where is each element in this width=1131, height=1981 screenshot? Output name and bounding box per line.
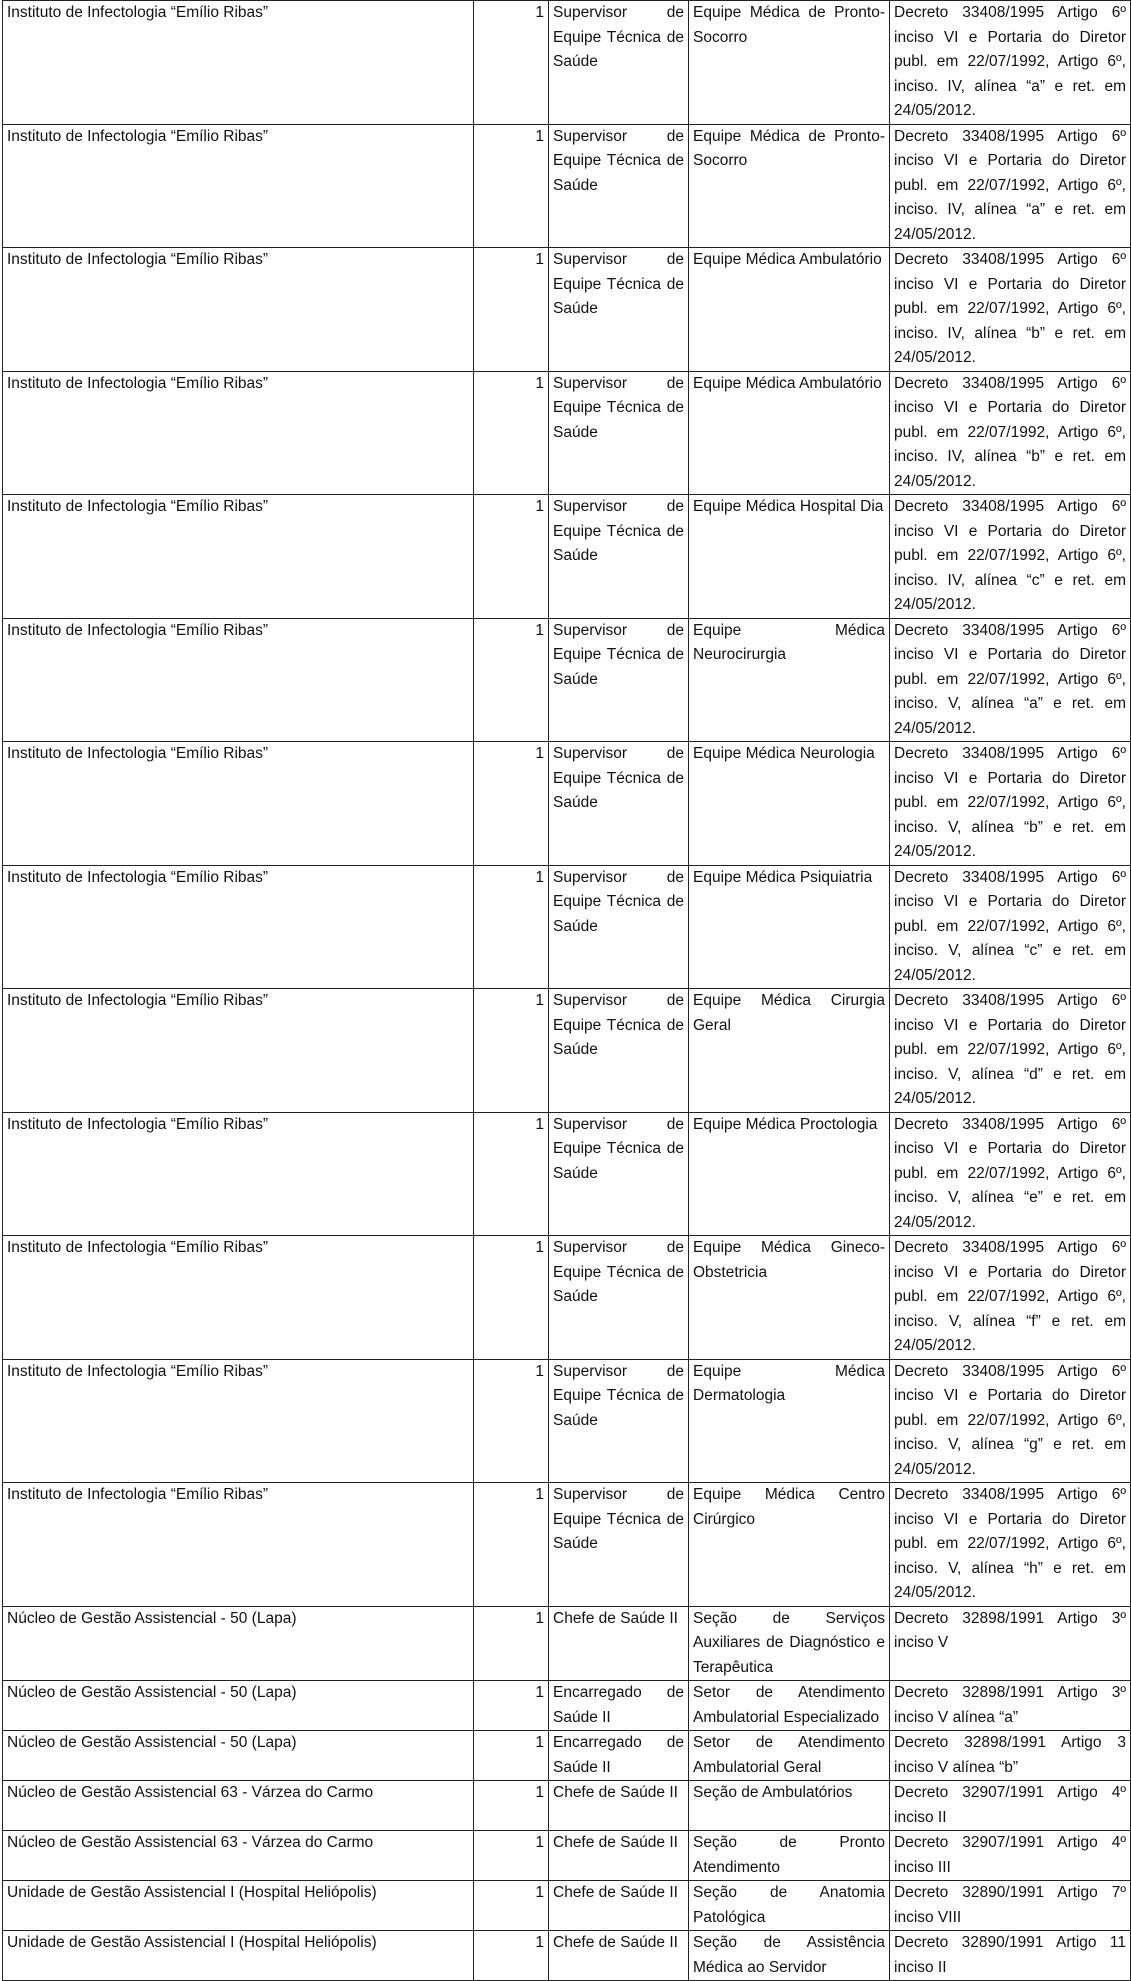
organization-text: Instituto de Infectologia “Emílio Ribas” — [7, 1239, 269, 1256]
position-title-cell — [549, 1881, 689, 1931]
legal-basis-text: Decreto 33408/1995 Artigo 6º inciso VI e Portaria do Diretor publ. em 22/07/1992, Artigo 6º, inciso. IV, alínea “a” e ret. em 24/05/2012. — [894, 127, 1126, 243]
unit-text: Equipe Médica Gineco-Obstetricia — [693, 1239, 885, 1281]
legal-basis-cell — [890, 989, 1131, 1113]
position-title-text: Supervisor de Equipe Técnica de Saúde — [553, 1362, 684, 1429]
table-row — [3, 495, 1131, 619]
legal-basis-text: Decreto 33408/1995 Artigo 6º inciso VI e Portaria do Diretor publ. em 22/07/1992, Artigo 6º, inciso. V, alínea “e” e ret. em 24/05/2012. — [894, 1115, 1126, 1231]
unit-text: Equipe Médica Proctologia — [693, 1115, 878, 1133]
unit-cell — [689, 1236, 890, 1360]
organization-cell — [3, 1112, 474, 1236]
legal-basis-text: Decreto 33408/1995 Artigo 6º inciso VI e Portaria do Diretor publ. em 22/07/1992, Artigo 6º, inciso. V, alínea “a” e ret. em 24/05/2012. — [894, 621, 1126, 737]
position-title-text: Supervisor de Equipe Técnica de Saúde — [553, 621, 684, 688]
organization-text: Núcleo de Gestão Assistencial - 50 (Lapa) — [7, 1734, 297, 1751]
table-row — [3, 1731, 1131, 1781]
legal-basis-cell — [890, 1781, 1131, 1831]
organization-text: Núcleo de Gestão Assistencial 63 - Várzea do Carmo — [7, 1834, 374, 1851]
position-title-cell — [549, 1731, 689, 1781]
quantity-cell — [474, 1359, 549, 1483]
position-title-cell — [549, 1781, 689, 1831]
quantity-text: 1 — [535, 4, 544, 21]
organization-text: Instituto de Infectologia “Emílio Ribas” — [7, 868, 269, 886]
organization-cell — [3, 1681, 474, 1731]
organization-cell — [3, 742, 474, 866]
unit-cell — [689, 1359, 890, 1483]
organization-cell — [3, 618, 474, 742]
position-title-cell — [549, 495, 689, 619]
quantity-cell — [474, 1881, 549, 1931]
position-title-text: Supervisor de Equipe Técnica de Saúde — [553, 374, 684, 441]
legal-basis-text: Decreto 32907/1991 Artigo 4º inciso III — [894, 1834, 1126, 1876]
quantity-cell — [474, 1236, 549, 1360]
quantity-cell — [474, 1781, 549, 1831]
quantity-text: 1 — [535, 1486, 544, 1503]
unit-cell — [689, 248, 890, 372]
positions-table — [2, 0, 1131, 1981]
quantity-cell — [474, 865, 549, 989]
table-row — [3, 124, 1131, 248]
quantity-text: 1 — [535, 498, 544, 515]
organization-text: Instituto de Infectologia “Emílio Ribas” — [7, 621, 269, 639]
quantity-cell — [474, 1731, 549, 1781]
organization-cell — [3, 1606, 474, 1681]
table-row — [3, 1359, 1131, 1483]
unit-text: Equipe Médica Dermatologia — [693, 1362, 885, 1404]
organization-text: Núcleo de Gestão Assistencial - 50 (Lapa) — [7, 1609, 297, 1627]
quantity-text: 1 — [535, 868, 544, 886]
organization-cell — [3, 1236, 474, 1360]
legal-basis-text: Decreto 33408/1995 Artigo 6º inciso VI e Portaria do Diretor publ. em 22/07/1992, Artigo 6º, inciso. V, alínea “d” e ret. em 24/05/2012. — [894, 992, 1126, 1107]
position-title-text: Supervisor de Equipe Técnica de Saúde — [553, 4, 684, 70]
position-title-text: Supervisor de Equipe Técnica de Saúde — [553, 992, 684, 1058]
unit-text: Seção de Assistência Médica ao Servidor — [693, 1934, 885, 1976]
unit-cell — [689, 495, 890, 619]
table-body — [3, 1, 1131, 1981]
position-title-cell — [549, 248, 689, 372]
table-row — [3, 1236, 1131, 1360]
position-title-text: Supervisor de Equipe Técnica de Saúde — [553, 745, 684, 811]
quantity-cell — [474, 1, 549, 125]
legal-basis-cell — [890, 1831, 1131, 1881]
table-row — [3, 1, 1131, 125]
organization-text: Instituto de Infectologia “Emílio Ribas” — [7, 1486, 269, 1503]
legal-basis-text: Decreto 33408/1995 Artigo 6º inciso VI e Portaria do Diretor publ. em 22/07/1992, Artigo 6º, inciso. V, alínea “h” e ret. em 24/05/2012. — [894, 1486, 1126, 1601]
organization-text: Instituto de Infectologia “Emílio Ribas” — [7, 251, 269, 268]
legal-basis-cell — [890, 1236, 1131, 1360]
legal-basis-text: Decreto 33408/1995 Artigo 6º inciso VI e Portaria do Diretor publ. em 22/07/1992, Artigo 6º, inciso. IV, alínea “a” e ret. em 24/05/2012. — [894, 4, 1126, 119]
unit-text: Equipe Médica de Pronto-Socorro — [693, 4, 885, 46]
quantity-cell — [474, 1606, 549, 1681]
position-title-cell — [549, 1, 689, 125]
organization-cell — [3, 371, 474, 495]
quantity-cell — [474, 989, 549, 1113]
quantity-text: 1 — [535, 1884, 544, 1901]
legal-basis-text: Decreto 33408/1995 Artigo 6º inciso VI e Portaria do Diretor publ. em 22/07/1992, Artigo 6º, inciso. V, alínea “g” e ret. em 24/05/2012. — [894, 1362, 1126, 1478]
organization-cell — [3, 989, 474, 1113]
position-title-cell — [549, 1483, 689, 1607]
quantity-cell — [474, 1483, 549, 1607]
organization-cell — [3, 1781, 474, 1831]
position-title-cell — [549, 742, 689, 866]
organization-text: Instituto de Infectologia “Emílio Ribas” — [7, 4, 269, 21]
organization-cell — [3, 495, 474, 619]
position-title-cell — [549, 1681, 689, 1731]
quantity-text: 1 — [535, 127, 544, 145]
legal-basis-text: Decreto 33408/1995 Artigo 6º inciso VI e Portaria do Diretor publ. em 22/07/1992, Artigo 6º, inciso. IV, alínea “b” e ret. em 24/05/2012. — [894, 251, 1126, 366]
unit-text: Seção de Anatomia Patológica — [693, 1884, 885, 1926]
quantity-cell — [474, 495, 549, 619]
position-title-cell — [549, 1606, 689, 1681]
organization-cell — [3, 1831, 474, 1881]
unit-cell — [689, 1881, 890, 1931]
position-title-text: Chefe de Saúde II — [553, 1784, 678, 1801]
position-title-cell — [549, 989, 689, 1113]
legal-basis-cell — [890, 371, 1131, 495]
legal-basis-cell — [890, 1, 1131, 125]
organization-text: Núcleo de Gestão Assistencial - 50 (Lapa) — [7, 1684, 297, 1701]
position-title-text: Chefe de Saúde II — [553, 1834, 678, 1851]
position-title-text: Encarregado de Saúde II — [553, 1734, 684, 1776]
table-row — [3, 1112, 1131, 1236]
organization-text: Instituto de Infectologia “Emílio Ribas” — [7, 1362, 269, 1380]
unit-text: Equipe Médica Centro Cirúrgico — [693, 1486, 885, 1528]
legal-basis-text: Decreto 32898/1991 Artigo 3 inciso V alínea “b” — [894, 1734, 1126, 1776]
organization-text: Instituto de Infectologia “Emílio Ribas” — [7, 745, 269, 762]
position-title-text: Supervisor de Equipe Técnica de Saúde — [553, 1115, 684, 1182]
organization-text: Instituto de Infectologia “Emílio Ribas” — [7, 498, 269, 515]
unit-text: Setor de Atendimento Ambulatorial Especializado — [693, 1684, 885, 1726]
legal-basis-text: Decreto 33408/1995 Artigo 6º inciso VI e Portaria do Diretor publ. em 22/07/1992, Artigo 6º, inciso. V, alínea “f” e ret. em 24/05/2012. — [894, 1239, 1126, 1354]
unit-cell — [689, 1781, 890, 1831]
table-row — [3, 742, 1131, 866]
legal-basis-text: Decreto 32907/1991 Artigo 4º inciso II — [894, 1784, 1126, 1826]
unit-text: Equipe Médica Neurocirurgia — [693, 621, 885, 663]
organization-cell — [3, 248, 474, 372]
quantity-text: 1 — [535, 1239, 544, 1256]
quantity-text: 1 — [535, 1115, 544, 1133]
unit-cell — [689, 618, 890, 742]
position-title-text: Encarregado de Saúde II — [553, 1684, 684, 1726]
legal-basis-cell — [890, 742, 1131, 866]
legal-basis-text: Decreto 33408/1995 Artigo 6º inciso VI e Portaria do Diretor publ. em 22/07/1992, Artigo 6º, inciso. IV, alínea “c” e ret. em 24/05/2012. — [894, 498, 1126, 613]
table-row — [3, 1681, 1131, 1731]
quantity-cell — [474, 1112, 549, 1236]
legal-basis-text: Decreto 33408/1995 Artigo 6º inciso VI e Portaria do Diretor publ. em 22/07/1992, Artigo 6º, inciso. V, alínea “c” e ret. em 24/05/2012. — [894, 868, 1126, 984]
position-title-cell — [549, 371, 689, 495]
legal-basis-text: Decreto 32898/1991 Artigo 3º inciso V — [894, 1609, 1126, 1651]
legal-basis-cell — [890, 124, 1131, 248]
organization-text: Instituto de Infectologia “Emílio Ribas” — [7, 127, 269, 145]
position-title-cell — [549, 1931, 689, 1981]
quantity-cell — [474, 124, 549, 248]
position-title-text: Supervisor de Equipe Técnica de Saúde — [553, 127, 684, 194]
quantity-cell — [474, 1831, 549, 1881]
legal-basis-cell — [890, 1359, 1131, 1483]
quantity-cell — [474, 248, 549, 372]
legal-basis-cell — [890, 1606, 1131, 1681]
position-title-text: Chefe de Saúde II — [553, 1934, 678, 1951]
unit-cell — [689, 1731, 890, 1781]
organization-cell — [3, 1359, 474, 1483]
position-title-text: Supervisor de Equipe Técnica de Saúde — [553, 498, 684, 564]
organization-text: Instituto de Infectologia “Emílio Ribas” — [7, 992, 269, 1009]
quantity-cell — [474, 371, 549, 495]
quantity-cell — [474, 618, 549, 742]
legal-basis-cell — [890, 1731, 1131, 1781]
quantity-text: 1 — [535, 1609, 544, 1627]
legal-basis-cell — [890, 248, 1131, 372]
quantity-text: 1 — [535, 251, 544, 268]
quantity-cell — [474, 1931, 549, 1981]
unit-text: Setor de Atendimento Ambulatorial Geral — [693, 1734, 885, 1776]
unit-text: Equipe Médica Cirurgia Geral — [693, 992, 885, 1034]
legal-basis-text: Decreto 32890/1991 Artigo 7º inciso VIII — [894, 1884, 1126, 1926]
unit-cell — [689, 1112, 890, 1236]
table-row — [3, 1606, 1131, 1681]
table-row — [3, 1781, 1131, 1831]
quantity-cell — [474, 1681, 549, 1731]
position-title-cell — [549, 1359, 689, 1483]
legal-basis-cell — [890, 495, 1131, 619]
quantity-text: 1 — [535, 1834, 544, 1851]
organization-cell — [3, 1931, 474, 1981]
legal-basis-text: Decreto 33408/1995 Artigo 6º inciso VI e Portaria do Diretor publ. em 22/07/1992, Artigo 6º, inciso. IV, alínea “b” e ret. em 24/05/2012. — [894, 374, 1126, 490]
quantity-text: 1 — [535, 1734, 544, 1751]
unit-cell — [689, 124, 890, 248]
unit-cell — [689, 1, 890, 125]
unit-text: Equipe Médica Ambulatório — [693, 374, 882, 392]
organization-text: Unidade de Gestão Assistencial I (Hospital Heliópolis) — [7, 1934, 377, 1951]
table-row — [3, 248, 1131, 372]
position-title-text: Supervisor de Equipe Técnica de Saúde — [553, 251, 684, 317]
unit-cell — [689, 1606, 890, 1681]
legal-basis-cell — [890, 1483, 1131, 1607]
quantity-text: 1 — [535, 1784, 544, 1801]
position-title-text: Supervisor de Equipe Técnica de Saúde — [553, 1239, 684, 1305]
position-title-cell — [549, 1112, 689, 1236]
position-title-cell — [549, 618, 689, 742]
unit-cell — [689, 1831, 890, 1881]
organization-cell — [3, 1, 474, 125]
table-row — [3, 1881, 1131, 1931]
position-title-cell — [549, 1236, 689, 1360]
unit-text: Equipe Médica Hospital Dia — [693, 498, 884, 515]
table-row — [3, 989, 1131, 1113]
position-title-text: Chefe de Saúde II — [553, 1609, 678, 1627]
quantity-text: 1 — [535, 1362, 544, 1380]
table-row — [3, 865, 1131, 989]
legal-basis-text: Decreto 33408/1995 Artigo 6º inciso VI e Portaria do Diretor publ. em 22/07/1992, Artigo 6º, inciso. V, alínea “b” e ret. em 24/05/2012. — [894, 745, 1126, 860]
unit-text: Equipe Médica Psiquiatria — [693, 868, 873, 886]
unit-text: Seção de Ambulatórios — [693, 1784, 853, 1801]
unit-text: Equipe Médica de Pronto-Socorro — [693, 127, 885, 169]
organization-cell — [3, 1483, 474, 1607]
legal-basis-text: Decreto 32890/1991 Artigo 11 inciso II — [894, 1934, 1126, 1976]
legal-basis-cell — [890, 618, 1131, 742]
table-row — [3, 371, 1131, 495]
unit-text: Seção de Pronto Atendimento — [693, 1834, 885, 1876]
unit-cell — [689, 865, 890, 989]
unit-cell — [689, 1681, 890, 1731]
unit-text: Equipe Médica Neurologia — [693, 745, 875, 762]
unit-cell — [689, 742, 890, 866]
table-row — [3, 1483, 1131, 1607]
quantity-text: 1 — [535, 1934, 544, 1951]
unit-text: Equipe Médica Ambulatório — [693, 251, 882, 268]
position-title-text: Supervisor de Equipe Técnica de Saúde — [553, 1486, 684, 1552]
legal-basis-cell — [890, 865, 1131, 989]
position-title-cell — [549, 1831, 689, 1881]
position-title-text: Supervisor de Equipe Técnica de Saúde — [553, 868, 684, 935]
quantity-text: 1 — [535, 621, 544, 639]
legal-basis-cell — [890, 1681, 1131, 1731]
organization-cell — [3, 865, 474, 989]
quantity-cell — [474, 742, 549, 866]
quantity-text: 1 — [535, 1684, 544, 1701]
unit-cell — [689, 371, 890, 495]
position-title-cell — [549, 865, 689, 989]
legal-basis-cell — [890, 1881, 1131, 1931]
organization-text: Núcleo de Gestão Assistencial 63 - Várzea do Carmo — [7, 1784, 374, 1801]
position-title-text: Chefe de Saúde II — [553, 1884, 678, 1901]
unit-text: Seção de Serviços Auxiliares de Diagnóstico e Terapêutica — [693, 1609, 885, 1676]
quantity-text: 1 — [535, 374, 544, 392]
table-row — [3, 1831, 1131, 1881]
organization-cell — [3, 1731, 474, 1781]
organization-cell — [3, 124, 474, 248]
quantity-text: 1 — [535, 745, 544, 762]
quantity-text: 1 — [535, 992, 544, 1009]
unit-cell — [689, 1931, 890, 1981]
table-row — [3, 618, 1131, 742]
position-title-cell — [549, 124, 689, 248]
table-row — [3, 1931, 1131, 1981]
organization-text: Instituto de Infectologia “Emílio Ribas” — [7, 374, 269, 392]
unit-cell — [689, 1483, 890, 1607]
organization-cell — [3, 1881, 474, 1931]
organization-text: Instituto de Infectologia “Emílio Ribas” — [7, 1115, 269, 1133]
legal-basis-cell — [890, 1112, 1131, 1236]
legal-basis-text: Decreto 32898/1991 Artigo 3º inciso V alínea “a” — [894, 1684, 1126, 1726]
legal-basis-cell — [890, 1931, 1131, 1981]
organization-text: Unidade de Gestão Assistencial I (Hospital Heliópolis) — [7, 1884, 377, 1901]
unit-cell — [689, 989, 890, 1113]
